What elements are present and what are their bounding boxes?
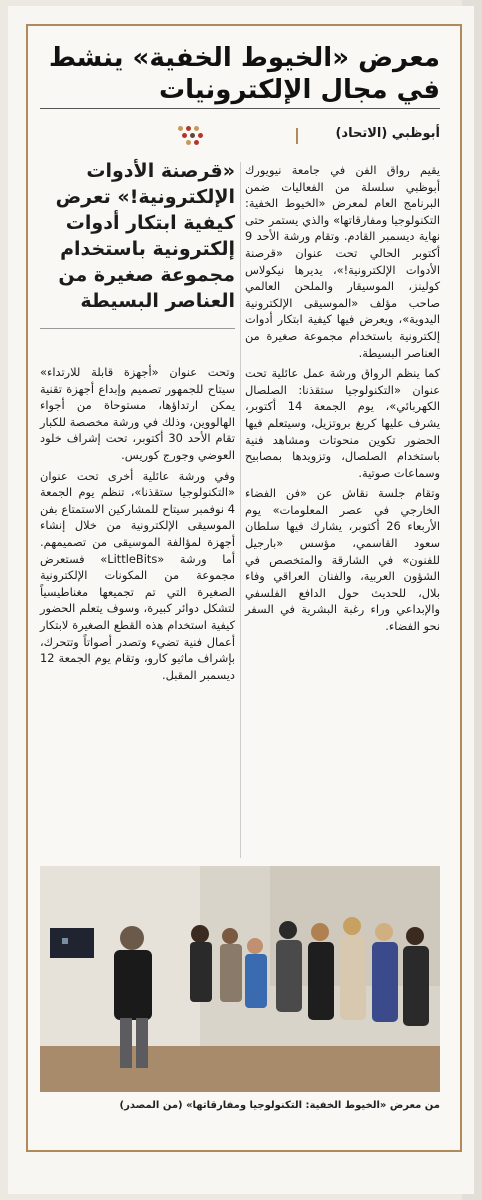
column-separator [240,162,241,858]
headline-divider [40,108,440,109]
article-column-left [40,364,235,687]
pull-quote-divider [40,328,235,329]
exhibition-photo [40,866,440,1092]
article-byline: أبوظبي (الاتحاد) [335,126,440,141]
byline-marker [296,128,298,144]
paragraph: وتحت عنوان «أجهزة قابلة للارتداء» سيتاح للجمهور تصميم وإبداع أجهزة تقنية يمكن ارتداؤها، مستوحاة من أجواء الهالووين، وذلك في ورشة مخصصة للكبار تقام الأحد 30 أكتوبر، تحت إشراف خلود العوضي وجورج كوريس. [40,365,235,462]
pull-quote: «قرصنة الأدوات الإلكترونية!» تعرض كيفية ابتكار أدوات إلكترونية باستخدام مجموعة صغيرة من العناصر البسيطة [55,160,235,312]
paragraph: وتقام جلسة نقاش عن «فن الفضاء الخارجي في عصر المعلومات» يوم الأربعاء 26 أكتوبر، يشارك فيها سلطان سعود القاسمي، مؤسس «بارجيل للفنون» في الشارقة والمتخصص في الشؤون العربية، والفنان العراقي وفاء بلال، للحديث حول الدافع الفلسفي والإبداعي وراء رغبة البشرية في السفر نحو الفضاء. [245,486,440,634]
article-column-right [245,162,440,639]
decorative-dots-icon [178,126,206,148]
paragraph: وفي ورشة عائلية أخرى تحت عنوان «التكنولوجيا ستقذنا»، تنظم يوم الجمعة 4 نوفمبر سيتاح للمشاركين الاستمتاع بفن الموسيقى الإلكترونية من خلال إنشاء أجهزة لمؤالفة الموسيقى من تصميمهم. أما ورشة «LittleBits» فستعرض مجموعة من المكونات الإلكترونية الصغيرة التي تم تجميعها مغناطيسياً لتشكل دوائر كبيرة، وسوف يتعلم الحضور كيفية استخدام هذه القطع الصغيرة لابتكار أعمال فنية تضيء وتصدر أصواتاً وتتحرك، بإشراف ماثيو كارو، وتقام يوم الجمعة 12 ديسمبر المقبل. [40,468,236,682]
photo-caption: من معرض «الخيوط الخفية: التكنولوجيا ومفارقاتها» (من المصدر) [119,1100,440,1111]
paragraph: كما ينظم الرواق ورشة عمل عائلية تحت عنوان «التكنولوجيا ستقذنا: الصلصال الكهربائي»، يوم الجمعة 14 أكتوبر، يشرف عليها كريغ بروتزيل، وسيتعلم فيها الحضور تكوين منحوتات ومشاهد فنية باستخدام الصلصال، وتزويدها بمصابيح وسماعات صوتية. [245,366,440,480]
article-headline: معرض «الخيوط الخفية» ينشط في مجال الإلكترونيات [48,43,440,105]
paragraph: يقيم رواق الفن في جامعة نيويورك أبوظبي سلسلة من الفعاليات ضمن البرنامج العام لمعرض «الخيوط الخفية: التكنولوجيا ومفارقاتها» والذي يستمر حتى نهاية ديسمبر القادم. وتقام ورشة الأحد 9 أكتوبر الحالي تحت عنوان «قرصنة الأدوات الإلكترونية!»، يديرها نيكولاس كولينز، الموسيقار والملحن العالمي صاحب مؤلف «الموسيقى الإلكترونية اليدوية»، ويعرض فيها كيفية ابتكار أدوات إلكترونية باستخدام مجموعة صغيرة من العناصر البسيطة. [245,163,440,360]
